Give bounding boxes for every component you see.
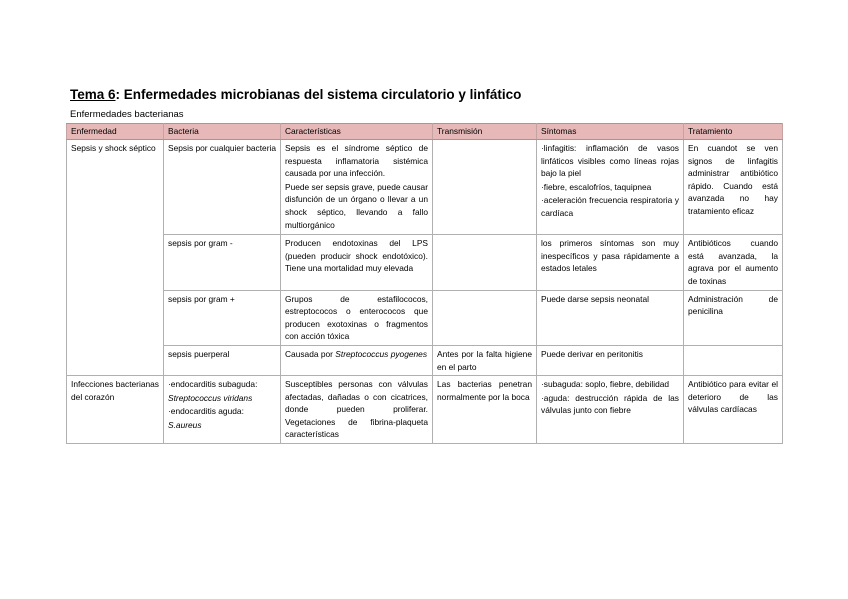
sintomas-cell: Puede derivar en peritonitis (537, 345, 684, 375)
transmision-cell (433, 290, 537, 345)
section-subtitle: Enfermedades bacterianas (70, 109, 184, 120)
diseases-table (66, 123, 783, 444)
transmision-cell: Las bacterias penetran normalmente por la boca (433, 376, 537, 444)
header-tratamiento: Tratamiento (684, 124, 783, 140)
tratamiento-cell: En cuandot se ven signos de linfagitis administrar antibiótico rápido. Cuando está avanzada no hay tratamiento eficaz (684, 140, 783, 235)
tratamiento-cell (684, 345, 783, 375)
bacteria-cell: sepsis por gram - (164, 235, 281, 290)
sintoma-item: ·subaguda: soplo, fiebre, debilidad (541, 379, 670, 390)
header-caracteristicas: Características (281, 124, 433, 140)
sintomas-cell (537, 140, 684, 235)
table-header-row (67, 124, 783, 140)
species-name: S.aureus (168, 419, 202, 430)
sintomas-cell: los primeros síntomas son muy inespecíficos y pasa rápidamente a estados letales (537, 235, 684, 290)
transmision-cell (433, 140, 537, 235)
caracteristicas-cell: Grupos de estafilococos, estreptococos o enterococos que producen exotoxinas o fragmentos con acción tóxica (281, 290, 433, 345)
table-row (67, 140, 783, 235)
sintomas-cell (537, 376, 684, 444)
transmision-cell (433, 235, 537, 290)
sintoma-item: ·fiebre, escalofríos, taquipnea (541, 181, 652, 192)
table-row (67, 376, 783, 444)
table-row (67, 345, 783, 375)
table-row (67, 290, 783, 345)
species-name: Streptococcus pyogenes (335, 348, 428, 359)
header-sintomas: Síntomas (537, 124, 684, 140)
tratamiento-cell: Antibióticos cuando está avanzada, la agrava por el aumento de toxinas (684, 235, 783, 290)
bacteria-line: ·endocarditis subaguda: (168, 379, 258, 390)
header-transmision: Transmisión (433, 124, 537, 140)
disease-cell: Infecciones bacterianas del corazón (67, 376, 164, 444)
bacteria-cell: sepsis por gram + (164, 290, 281, 345)
sintoma-item: ·aceleración frecuencia respiratoria y cardíaca (541, 195, 679, 218)
bacteria-cell (164, 376, 281, 444)
caracteristicas-prefix: Causada por (285, 348, 333, 359)
page-title (70, 87, 521, 102)
species-name: Streptococcus viridans (168, 392, 253, 403)
bacteria-cell: Sepsis por cualquier bacteria (164, 140, 281, 235)
table-row (67, 235, 783, 290)
sintoma-item: ·linfagitis: inflamación de vasos linfáticos visibles como líneas rojas bajo la piel (541, 143, 679, 179)
caracteristicas-paragraph: Sepsis es el síndrome séptico de respuesta inflamatoria sistémica causada por una infección. (285, 143, 428, 179)
tratamiento-cell: Administración de penicilina (684, 290, 783, 345)
title-topic-number: Tema 6 (70, 87, 116, 102)
header-bacteria: Bacteria (164, 124, 281, 140)
header-enfermedad: Enfermedad (67, 124, 164, 140)
sintoma-item: ·aguda: destrucción rápida de las válvulas junto con fiebre (541, 392, 679, 416)
tratamiento-cell: Antibiótico para evitar el deterioro de las válvulas cardíacas (684, 376, 783, 444)
title-text: : Enfermedades microbianas del sistema circulatorio y linfático (115, 87, 522, 102)
caracteristicas-cell (281, 140, 433, 235)
caracteristicas-cell (281, 345, 433, 375)
caracteristicas-cell: Susceptibles personas con válvulas afectadas, dañadas o con cicatrices, donde pueden proliferar. Vegetaciones de fibrina-plaqueta características (281, 376, 433, 444)
bacteria-cell: sepsis puerperal (164, 345, 281, 375)
transmision-cell: Antes por la falta higiene en el parto (433, 345, 537, 375)
caracteristicas-cell: Producen endotoxinas del LPS (pueden producir shock endotóxico). Tiene una mortalidad muy elevada (281, 235, 433, 290)
disease-cell: Sepsis y shock séptico (67, 140, 164, 376)
bacteria-line: ·endocarditis aguda: (168, 406, 244, 417)
sintomas-cell: Puede darse sepsis neonatal (537, 290, 684, 345)
caracteristicas-paragraph: Puede ser sepsis grave, puede causar disfunción de un órgano o llevar a un shock séptico, llevando a fallo multiorgánico (285, 181, 428, 230)
